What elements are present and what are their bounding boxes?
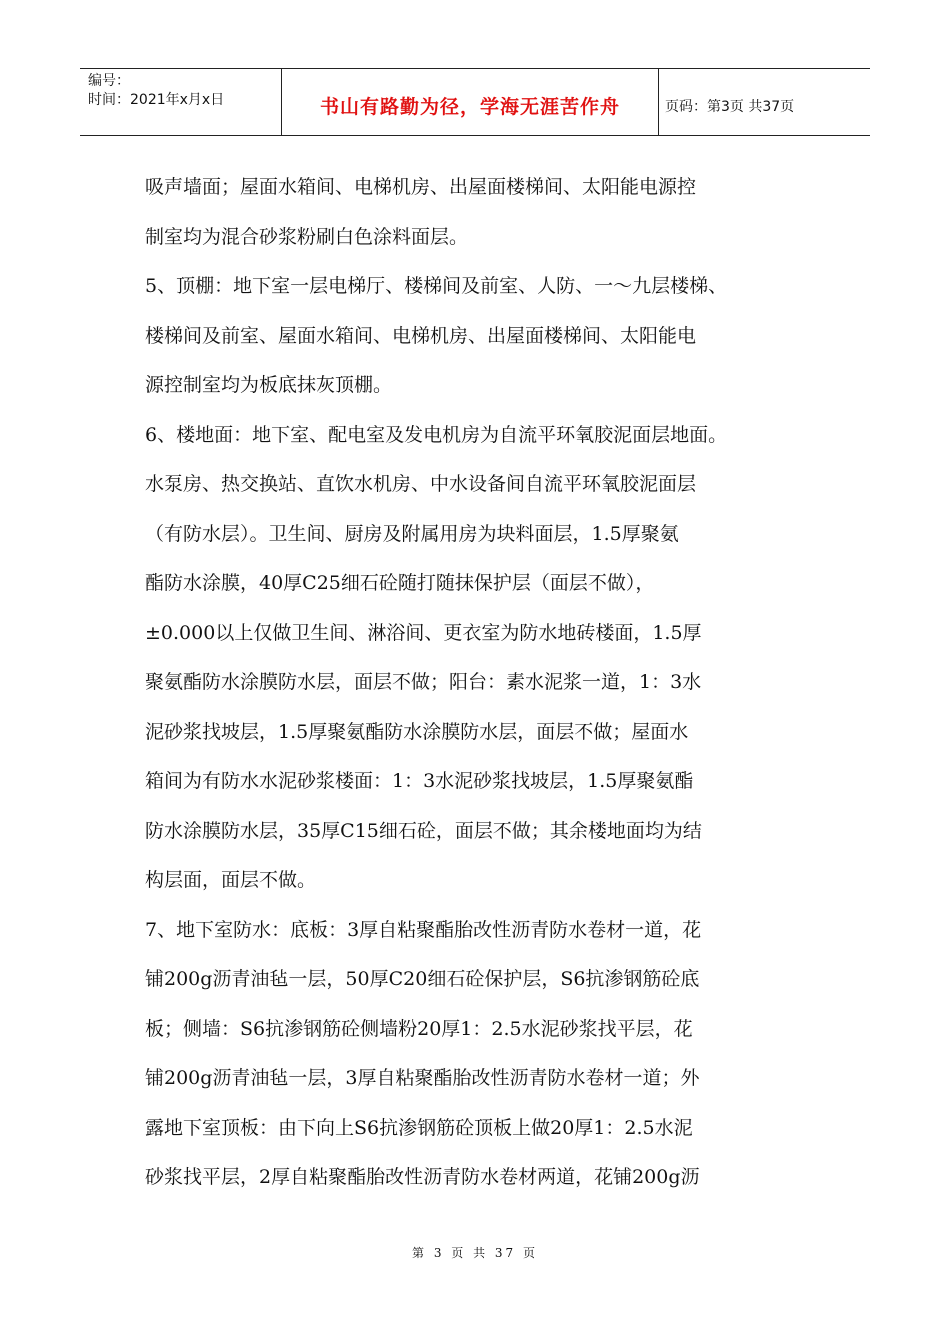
body-line: 砂浆找平层，2厚自粘聚酯胎改性沥青防水卷材两道，花铺200g沥 — [145, 1166, 700, 1188]
body-line: 构层面，面层不做。 — [145, 869, 317, 891]
body-line: （有防水层）。卫生间、厨房及附属用房为块料面层，1.5厚聚氨 — [145, 522, 679, 545]
document-body — [145, 163, 813, 1203]
body-line: 铺200g沥青油毡一层，3厚自粘聚酯胎改性沥青防水卷材一道；外 — [145, 1067, 700, 1089]
body-line: 酯防水涂膜，40厚C25细石砼随打随抹保护层（面层不做）， — [145, 572, 655, 594]
body-line: 6、楼地面：地下室、配电室及发电机房为自流平环氧胶泥面层地面。 — [145, 423, 728, 446]
document-date: 时间：2021年x月x日 — [88, 92, 225, 108]
page-footer: 第 3 页 共 37 页 — [412, 1246, 538, 1260]
body-line: 聚氨酯防水涂膜防水层，面层不做；阳台：素水泥浆一道，1：3水 — [145, 671, 702, 693]
header-meta — [80, 69, 282, 135]
body-line: 水泵房、热交换站、直饮水机房、中水设备间自流平环氧胶泥面层 — [145, 473, 697, 495]
body-line: 箱间为有防水水泥砂浆楼面：1：3水泥砂浆找坡层，1.5厚聚氨酯 — [145, 770, 694, 792]
document-number-label: 编号： — [88, 73, 130, 89]
body-line: 楼梯间及前室、屋面水箱间、电梯机房、出屋面楼梯间、太阳能电 — [145, 324, 697, 347]
body-line: 板；侧墙：S6抗渗钢筋砼侧墙粉20厚1：2.5水泥砂浆找平层，花 — [145, 1017, 693, 1040]
page-header — [80, 68, 870, 136]
body-line: 泥砂浆找坡层，1.5厚聚氨酯防水涂膜防水层，面层不做；屋面水 — [145, 720, 689, 743]
body-line: 铺200g沥青油毡一层，50厚C20细石砼保护层，S6抗渗钢筋砼底 — [145, 968, 700, 990]
body-line: 制室均为混合砂浆粉刷白色涂料面层。 — [145, 225, 469, 248]
body-line: ±0.000以上仅做卫生间、淋浴间、更衣室为防水地砖楼面，1.5厚 — [145, 621, 702, 644]
body-line: 露地下室顶板：由下向上S6抗渗钢筋砼顶板上做20厚1：2.5水泥 — [145, 1116, 693, 1139]
header-motto-cell — [282, 69, 659, 135]
header-page-info-cell — [659, 73, 870, 139]
header-motto: 书山有路勤为径，学海无涯苦作舟 — [319, 95, 620, 118]
body-line: 防水涂膜防水层，35厚C15细石砼，面层不做；其余楼地面均为结 — [145, 819, 702, 842]
body-line: 5、顶棚：地下室一层电梯厅、楼梯间及前室、人防、一～九层楼梯、 — [145, 275, 728, 297]
body-line: 源控制室均为板底抹灰顶棚。 — [145, 374, 393, 396]
body-line: 7、地下室防水：底板：3厚自粘聚酯胎改性沥青防水卷材一道，花 — [145, 918, 702, 941]
header-page-info: 页码：第3页 共37页 — [665, 99, 795, 115]
body-line: 吸声墙面；屋面水箱间、电梯机房、出屋面楼梯间、太阳能电源控 — [145, 176, 697, 198]
